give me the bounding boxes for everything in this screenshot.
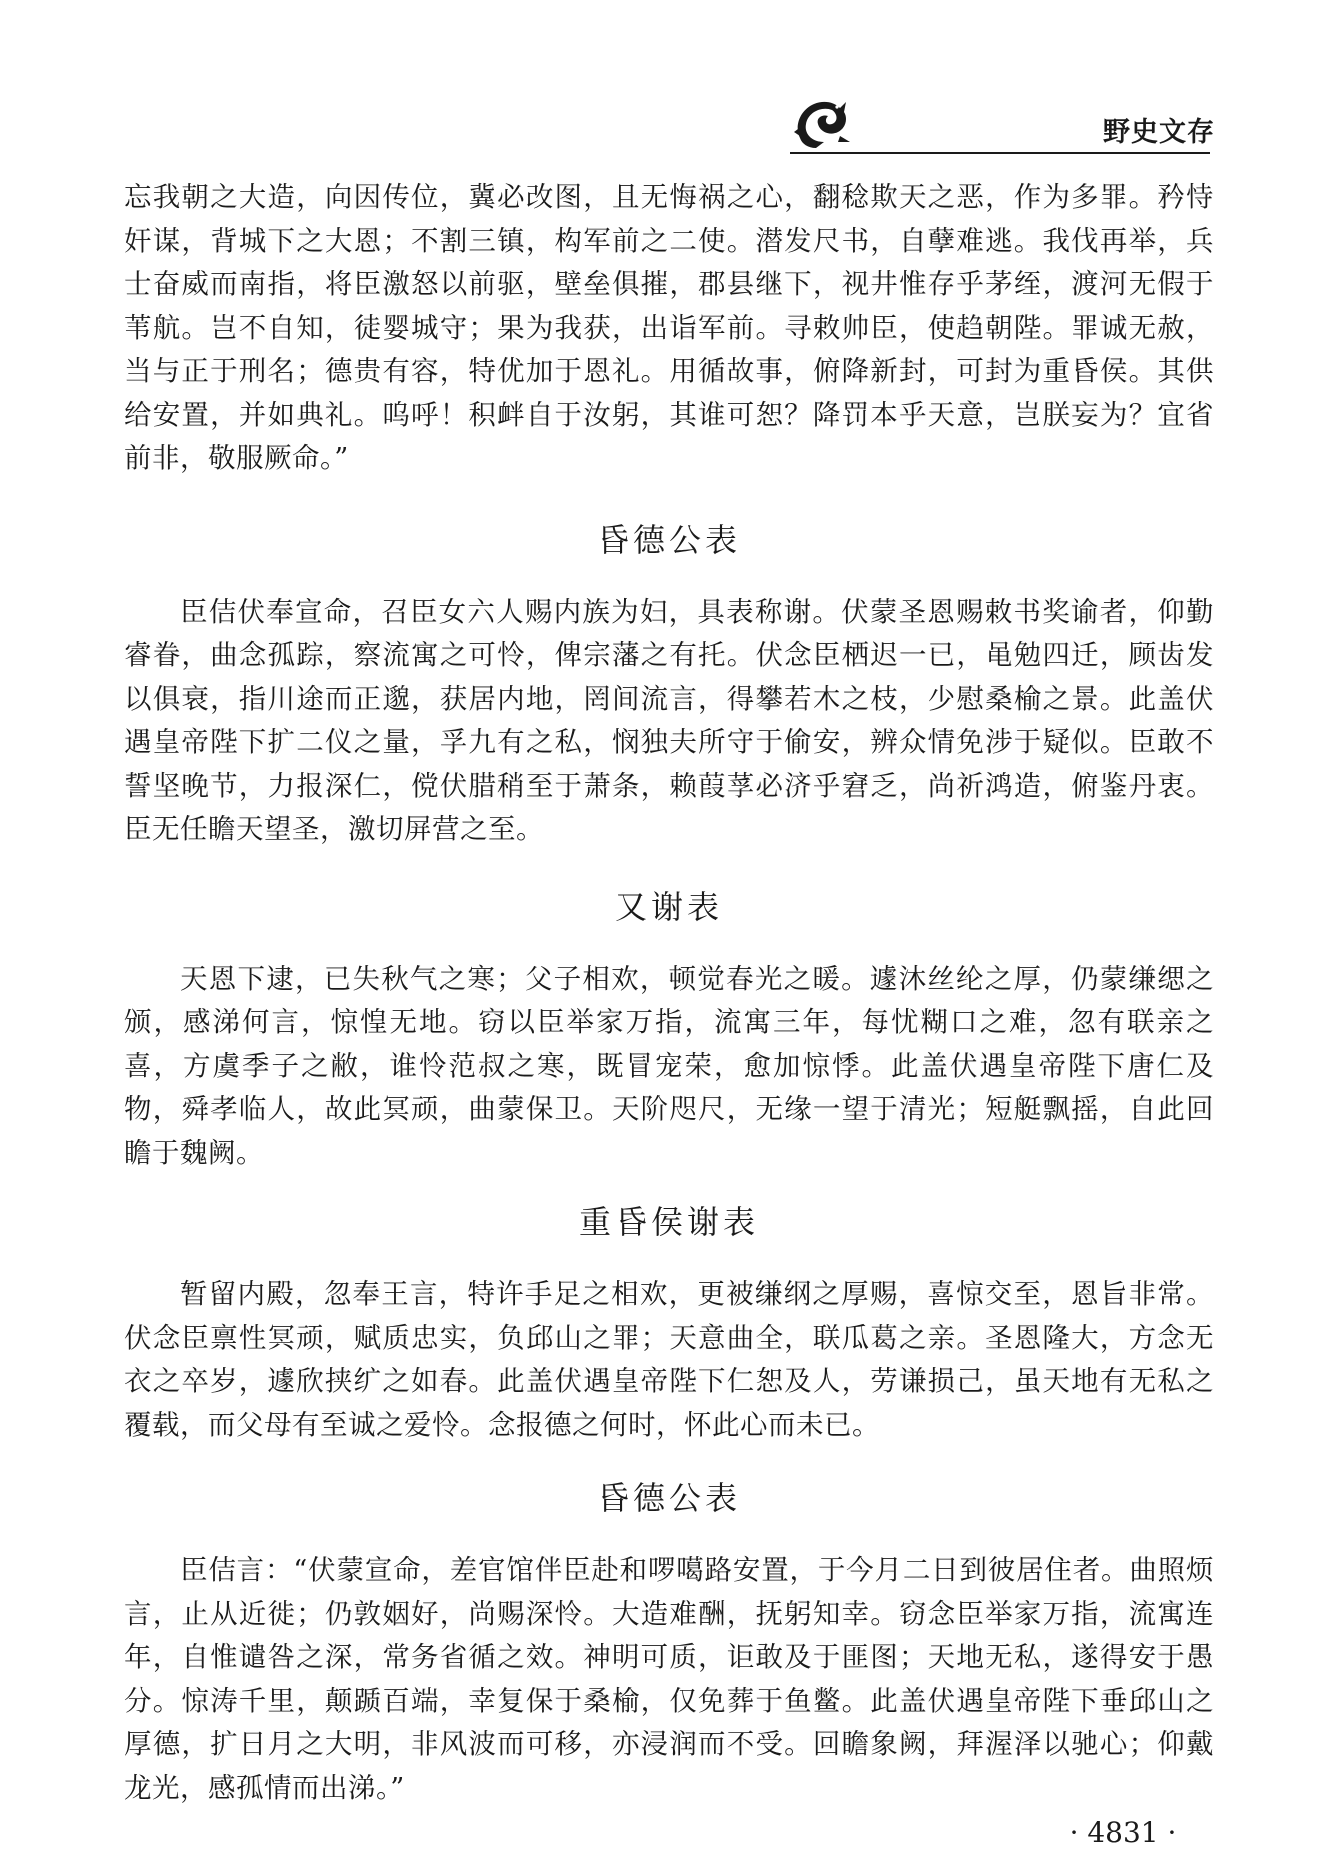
page-number: · 4831 · (1069, 1816, 1177, 1849)
section-paragraph: 臣佶言：“伏蒙宣命，差官馆伴臣赴和啰噶路安置，于今月二日到彼居住者。曲照烦言，止从近徙；仍敦姻好，尚赐深怜。大造难酬，抚躬知幸。窃念臣举家万指，流寓连年，自惟谴咎之深，常务省循之效。神明可质，讵敢及于匪图；天地无私，遂得安于愚分。惊涛千里，颠踬百端，幸复保于桑榆，仅免葬于鱼鳖。此盖伏遇皇帝陛下垂邱山之厚德，扩日月之大明，非风波而可移，亦浸润而不受。回瞻象阙，拜渥泽以驰心；仰戴龙光，感孤情而出涕。” (124, 1554, 1214, 1804)
section-heading: 重昏侯谢表 (578, 1203, 759, 1241)
section-you-xie-biao (124, 882, 1214, 1176)
dragon-emblem-icon (790, 92, 852, 150)
section-paragraph: 臣佶伏奉宣命，召臣女六人赐内族为妇，具表称谢。伏蒙圣恩赐敕书奖谕者，仰勤睿眷，曲念孤踪，察流寓之可怜，俾宗藩之有托。伏念臣栖迟一已，黾勉四迁，顾齿发以俱衰，指川途而正邈，获居内地，罔间流言，得攀若木之枝，少慰桑榆之景。此盖伏遇皇帝陛下扩二仪之量，孚九有之私，悯独夫所守于偷安，辨众情免涉于疑似。臣敢不誓坚晚节，力报深仁，傥伏腊稍至于萧条，赖葭莩必济乎窘乏，尚祈鸿造，俯鉴丹衷。臣无任瞻天望圣，激切屏营之至。 (124, 595, 1214, 845)
section-hundegong-biao (124, 515, 1214, 852)
section-paragraph: 暂留内殿，忽奉王言，特许手足之相欢，更被缣纲之厚赐，喜惊交至，恩旨非常。伏念臣禀性冥顽，赋质忠实，负邱山之罪；天意曲全，联瓜葛之亲。圣恩隆大，方念无衣之卒岁，遽欣挟纩之如春。此盖伏遇皇帝陛下仁恕及人，劳谦损己，虽天地有无私之覆载，而父母有至诚之爱怜。念报德之何时，怀此心而未已。 (124, 1278, 1214, 1441)
page-content (124, 176, 1214, 1810)
section-heading: 昏德公表 (596, 520, 741, 559)
section-paragraph: 忘我朝之大造，向因传位，冀必改图，且无悔祸之心，翻稔欺天之恶，作为多罪。矜恃奸谋，背城下之大恩；不割三镇，构军前之二使。潜发尺书，自孽难逃。我伐再举，兵士奋威而南指，将臣激怒以前驱，壁垒俱摧，郡县继下，视井惟存乎茅绖，渡河无假于苇航。岂不自知，徒婴城守；果为我获，出诣军前。寻敕帅臣，使趋朝陛。罪诚无赦，当与正于刑名；德贵有容，特优加于恩礼。用循故事，俯降新封，可封为重昏侯。其供给安置，并如典礼。呜呼！积衅自于汝躬，其谁可恕？降罚本乎天意，岂朕妄为？宜省前非，敬服厥命。” (124, 181, 1214, 474)
section-heading: 又谢表 (614, 887, 723, 926)
section-heading: 昏德公表 (596, 1479, 741, 1517)
header-rule (790, 152, 1210, 154)
running-header-title: 野史文存 (1103, 117, 1215, 148)
section-hundegong-biao-2 (124, 1473, 1214, 1810)
section-chonghunhou-xie-biao (124, 1197, 1214, 1447)
section-paragraph: 天恩下逮，已失秋气之寒；父子相欢，顿觉春光之暖。遽沐丝纶之厚，仍蒙缣缌之颁，感涕何言，惊惶无地。窃以臣举家万指，流寓三年，每忧糊口之难，忽有联亲之喜，方虞季子之敝，谁怜范叔之寒，既冒宠荣，愈加惊悸。此盖伏遇皇帝陛下唐仁及物，舜孝临人，故此冥顽，曲蒙保卫。天阶咫尺，无缘一望于清光；短艇飘摇，自此回瞻于魏阙。 (124, 962, 1214, 1169)
section-continuation (124, 176, 1214, 481)
